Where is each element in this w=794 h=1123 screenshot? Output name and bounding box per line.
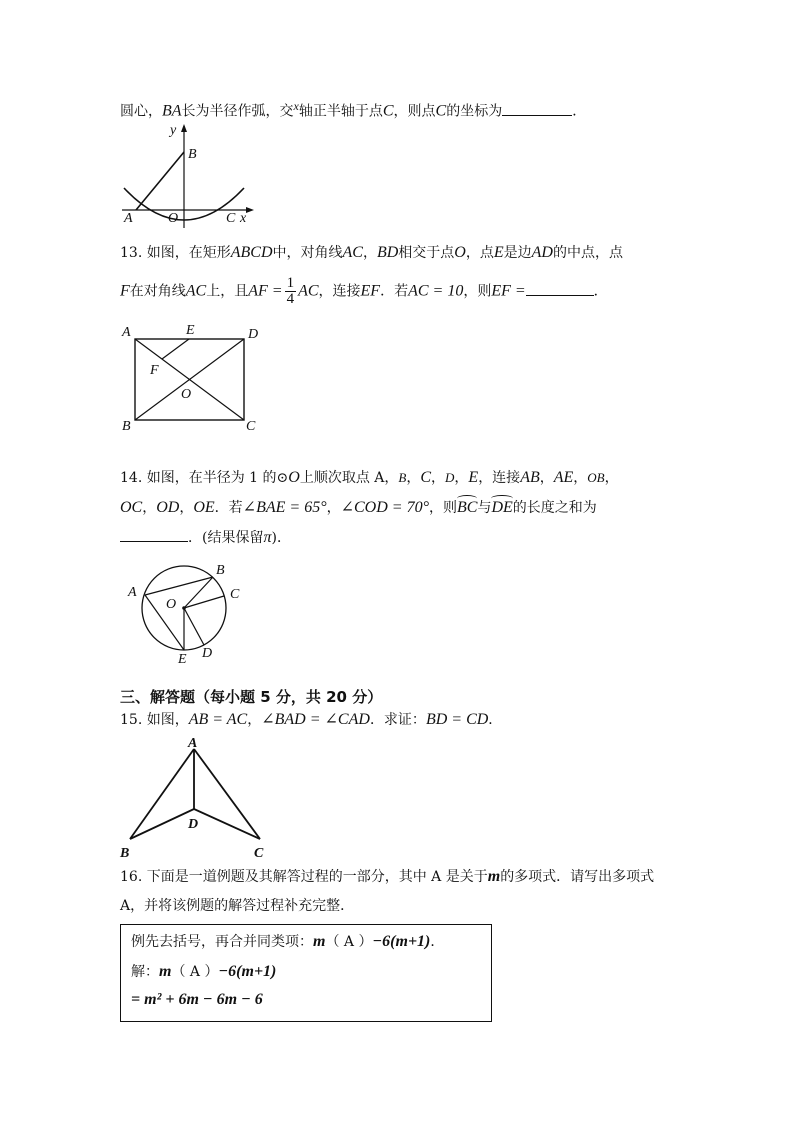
label-B: B — [216, 563, 225, 578]
q14-figure — [124, 562, 254, 670]
text: ． — [572, 103, 587, 120]
math: m — [313, 933, 326, 950]
math: ∠BAD = ∠CAD — [261, 711, 370, 728]
text: ，点 — [465, 245, 494, 261]
q13-line-1 — [120, 243, 623, 263]
denominator: 4 — [286, 291, 295, 307]
text: )． — [271, 530, 291, 546]
text: 14. 如图，在半径为 1 的⊙ — [120, 470, 289, 486]
answer-blank — [502, 101, 572, 116]
q14-line-3 — [120, 527, 291, 548]
text: 的中点，点 — [552, 245, 623, 261]
label-B: B — [120, 846, 130, 861]
label-C: C — [246, 419, 256, 434]
label-E: E — [186, 323, 195, 338]
math: O — [288, 469, 300, 486]
text: ，则 — [463, 283, 492, 300]
numerator: 1 — [286, 275, 295, 291]
math: C — [435, 102, 447, 120]
math: x — [293, 99, 299, 113]
label-x: x — [240, 211, 247, 226]
math: AB — [520, 469, 540, 486]
text: 解： — [131, 964, 159, 980]
label-B: B — [122, 419, 131, 434]
label-C: C — [230, 587, 240, 602]
math: E — [468, 469, 479, 486]
math: AC — [298, 282, 319, 300]
text: 在对角线 — [129, 283, 186, 300]
text: 的长度之和为 — [512, 500, 597, 516]
math: AB = AC — [188, 711, 248, 728]
text: ， — [431, 470, 446, 486]
label-A: A — [188, 736, 198, 751]
math: ∠BAE = 65° — [242, 499, 327, 516]
math: AC — [185, 282, 207, 300]
q12-figure — [118, 122, 258, 232]
answer-blank — [120, 527, 188, 542]
label-A: A — [128, 585, 137, 600]
math: AE — [553, 469, 574, 486]
math: EF — [360, 282, 381, 300]
box-row-2 — [131, 961, 276, 981]
math: AC = 10 — [408, 282, 464, 300]
math: B — [398, 470, 407, 485]
label-C: C — [254, 846, 264, 861]
math: D — [445, 470, 455, 485]
q13-figure — [118, 320, 268, 435]
text: ， — [454, 470, 469, 486]
text: ．若 — [214, 500, 243, 516]
answer-blank — [526, 281, 594, 296]
label-E: E — [178, 652, 187, 667]
q16-line-1 — [120, 867, 654, 887]
math: C — [420, 469, 432, 486]
q14-line-1 — [120, 468, 619, 488]
text: ， — [142, 500, 157, 516]
math: m — [487, 868, 501, 885]
label-D: D — [248, 327, 259, 342]
math: m — [159, 963, 172, 980]
text: ． — [488, 712, 503, 728]
math: EF = — [491, 282, 526, 300]
math: AD — [531, 244, 553, 261]
text: ，则 — [428, 500, 457, 516]
label-F: F — [150, 363, 159, 378]
text: ， — [406, 470, 421, 486]
math: AC — [342, 244, 363, 261]
math: ∠COD = 70° — [340, 499, 429, 516]
example-box — [120, 924, 492, 1022]
label-A: A — [122, 325, 131, 340]
q15-line — [120, 710, 502, 730]
text: 上顺次取点 A， — [299, 470, 399, 486]
math: O — [454, 244, 466, 261]
text: ， — [362, 245, 377, 261]
box-row-1 — [131, 931, 444, 951]
q15-figure — [118, 735, 273, 860]
math: F — [120, 282, 130, 300]
math: −6(m+1) — [372, 933, 431, 950]
text: ， — [326, 500, 341, 516]
q12-line — [120, 96, 586, 122]
text: ， — [573, 470, 588, 486]
arc-DE: DE — [491, 499, 513, 516]
text: 长为半径作弧，交 — [181, 103, 294, 120]
fraction — [285, 276, 297, 307]
text: 中，对角线 — [272, 245, 343, 261]
text: ．若 — [380, 283, 409, 300]
math: BD — [376, 244, 399, 261]
math: OD — [156, 499, 180, 516]
label-D: D — [188, 817, 199, 832]
section-title: 三、解答题（每小题 5 分，共 20 分） — [120, 688, 383, 706]
math: π — [263, 529, 272, 546]
math: BD = CD — [425, 711, 489, 728]
text: 的多项式．请写出多项式 — [500, 869, 655, 885]
math: −6(m+1) — [218, 963, 277, 980]
text: 轴正半轴于点 — [298, 103, 383, 120]
label-y: y — [170, 123, 177, 138]
math: OC — [120, 499, 143, 516]
math: AF = — [248, 282, 283, 300]
arc-BC: BC — [456, 499, 478, 516]
text: 圆心， — [120, 103, 162, 120]
text: 13. 如图，在矩形 — [120, 245, 231, 261]
q13-line-2 — [120, 276, 608, 307]
q16-line-2 — [120, 896, 354, 916]
text: ，连接 — [318, 283, 361, 300]
text: 的坐标为 — [446, 103, 503, 120]
text: 例先去括号，再合并同类项： — [131, 934, 313, 950]
text: 上，且 — [206, 283, 249, 300]
text: 15. 如图， — [120, 712, 189, 728]
text: ．求证： — [369, 712, 426, 728]
text: 相交于点 — [398, 245, 455, 261]
label-O: O — [181, 387, 192, 402]
text: 与 — [477, 500, 492, 516]
text: （ A ） — [171, 964, 219, 980]
math: ABCD — [230, 244, 273, 261]
math: OE — [193, 499, 215, 516]
text: ， — [179, 500, 194, 516]
text: ， — [539, 470, 554, 486]
text: A，并将该例题的解答过程补充完整． — [120, 898, 355, 914]
text: 16. 下面是一道例题及其解答过程的一部分，其中 A 是关于 — [120, 869, 488, 885]
text: ． — [593, 283, 608, 300]
text: ．(结果保留 — [188, 530, 264, 546]
text: ，连接 — [478, 470, 521, 486]
label-C: C — [226, 211, 236, 226]
text: ，则点 — [393, 103, 436, 120]
text: （ A ） — [325, 934, 373, 950]
math: E — [493, 244, 504, 261]
label-B: B — [188, 147, 197, 162]
label-O: O — [166, 597, 177, 612]
text: ， — [604, 470, 619, 486]
math: OB — [587, 470, 605, 485]
math: BA — [162, 102, 182, 120]
math: = m² + 6m − 6m − 6 — [131, 991, 263, 1008]
text: ． — [430, 934, 445, 950]
text: ， — [247, 712, 262, 728]
math: C — [382, 102, 394, 120]
text: 是边 — [503, 245, 532, 261]
box-row-3 — [131, 991, 263, 1009]
label-O: O — [168, 211, 179, 226]
label-D: D — [202, 646, 213, 661]
label-A: A — [124, 211, 133, 226]
q14-line-2 — [120, 498, 597, 518]
